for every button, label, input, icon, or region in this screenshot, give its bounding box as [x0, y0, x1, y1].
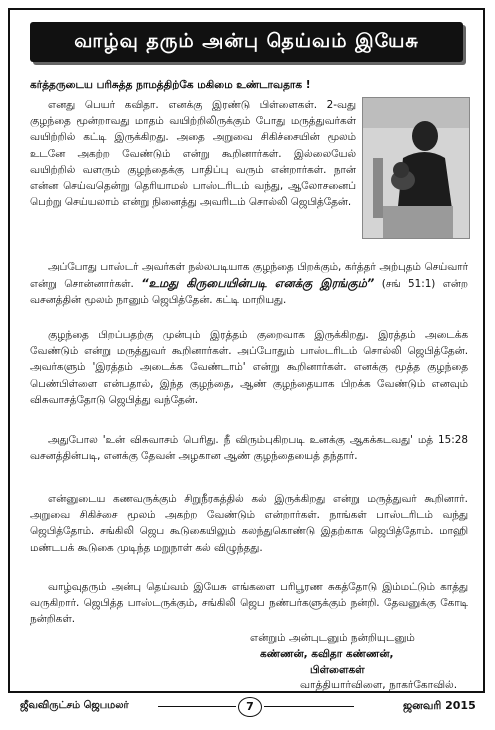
- footer-rule-left: [158, 706, 236, 707]
- paragraph-2: [30, 259, 468, 309]
- paragraph-3: [30, 327, 468, 408]
- signature-names: கண்ணன், கவிதா கண்ணன்,: [260, 648, 394, 660]
- photo-image: [363, 98, 469, 238]
- signature-closing: என்றும் அன்புடனும் நன்றியுடனும்: [250, 632, 415, 644]
- family-photo: [362, 97, 470, 239]
- paragraph-2-part-b: (சங் 51:1) என்ற வசனத்தின் மூலம் நானும் ஜெபித்தேன். கட்டி மாறியது.: [30, 278, 468, 307]
- page-number: 7: [238, 697, 262, 717]
- paragraph-1-text: எனது பெயர் கவிதா. எனக்கு இரண்டு பிள்ளைகள். 2-வது குழந்தை மூன்றாவது மாதம் வயிற்றிலிருக்கும் போது மருத்துவர்கள் வயிற்றில் கட்டி இருக்கிறது. அதை அறுவை சிகிச்சையின் மூலம் உடனே அகற்ற வேண்டும் என்று கூறினார்கள். இல்லையேல் வயிற்றில் வளரும் குழந்தைக்கு பாதிப்பு வரும் என்றார்கள். நான் என்ன செய்வதென்று தெரியாமல் பாஸ்டரிடம் வந்து, ஆலோசனைப் பெற்று செய்யலாம் என்று நினைத்து அவரிடம் சொல்லி ஜெபித்தேன்.: [30, 99, 356, 209]
- footer-rule-right: [264, 706, 354, 707]
- paragraph-6-text: வாழ்வுதரும் அன்பு தெய்வம் இயேசு எங்களை பரிபூரண சுகத்தோடு இம்மட்டும் காத்து வருகிறார். ஜெபித்த பாஸ்டருக்கும், சங்கிலி ஜெப நண்பர்களுக்கும் நன்றி. தேவனுக்கு கோடி நன்றிகள்.: [30, 581, 468, 626]
- magazine-name: ஜீவவிருட்சம் ஜெபமலர்: [20, 700, 129, 711]
- article-title: வாழ்வு தரும் அன்பு தெய்வம் இயேசு: [30, 22, 463, 62]
- issue-date: ஜனவரி 2015: [403, 699, 476, 712]
- signature-children: பிள்ளைகள்: [310, 664, 365, 676]
- paragraph-2-text: [30, 259, 468, 309]
- signature-block: [250, 630, 415, 678]
- paragraph-4: [30, 432, 468, 464]
- paragraph-4-text: அதுபோல 'உன் விசுவாசம் பெரிது. நீ விரும்புகிறபடி உனக்கு ஆகக்கடவது' மத் 15:28 வசனத்தின்படி, எனக்கு தேவன் அழகான ஆண் குழந்தையைத் தந்தார்.: [30, 434, 468, 463]
- paragraph-5: [30, 491, 468, 556]
- scripture-quote: “உமது கிருபையின்படி எனக்கு இரங்கும்”: [141, 276, 375, 291]
- paragraph-2-part-a: அப்போது பாஸ்டர் அவர்கள் நல்லபடியாக குழந்தை பிறக்கும், கர்த்தர் அற்புதம் செய்வார் என்று சொன்னார்கள்.: [30, 261, 468, 291]
- paragraph-1: [30, 97, 356, 210]
- paragraph-3-text: குழந்தை பிறப்பதற்கு முன்பும் இரத்தம் குறைவாக இருக்கிறது. இரத்தம் அடைக்க வேண்டும் என்று மருத்துவர் கூறினார்கள். அப்போதும் பாஸ்டரிடம் சொல்லி ஜெபித்தேன். அவர்களும் 'இரத்தம் அடைக்க வேண்டாம்' என்று கூறினார்கள். எனக்கு மூத்த குழந்தை பெண்பிள்ளை என்பதால், இந்த குழந்தை, ஆண் குழந்தையாக பிறக்க வேண்டும் எனவும் விசுவாசத்தோடு ஜெபித்து வந்தேன்.: [30, 329, 468, 406]
- paragraph-5-text: என்னுடைய கணவருக்கும் சிறுநீரகத்தில் கல் இருக்கிறது என்று மருத்துவர் கூறினார். அறுவை சிகிச்சை மூலம் அகற்ற வேண்டும் என்றார்கள். நாங்கள் பாஸ்டரிடம் வந்து ஜெபித்தோம். சங்கிலி ஜெப கூடுகையிலும் கலந்துகொண்டு இதற்காக ஜெபித்தோம். மாஹி மண்டபக் கூடுகை முடிந்த மறுநாள் கல் விழுந்தது.: [30, 493, 468, 554]
- page-footer: [8, 697, 485, 717]
- signature-place: வாத்தியார்விளை, நாகர்கோவில்.: [300, 679, 458, 691]
- paragraph-6: [30, 579, 468, 628]
- opening-line: கர்த்தருடைய பரிசுத்த நாமத்திற்கே மகிமை உண்டாவதாக !: [30, 79, 311, 91]
